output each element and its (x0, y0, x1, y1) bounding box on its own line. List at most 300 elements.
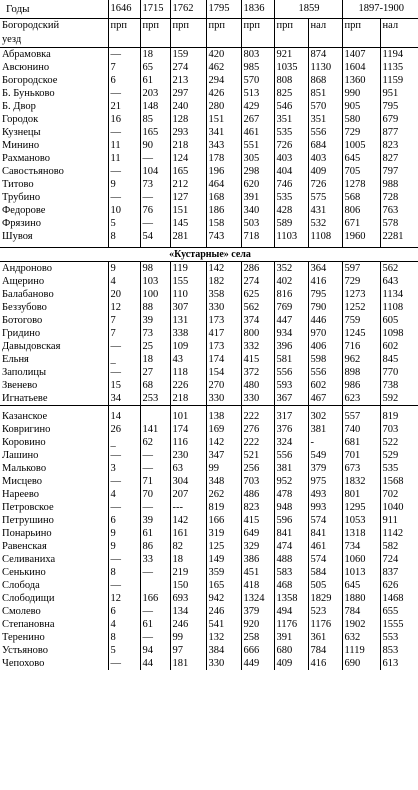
table-cell: 351 (274, 113, 308, 126)
table-cell: 10 (108, 204, 140, 217)
table-cell: --- (170, 501, 206, 514)
village-name: Смолево (2, 606, 41, 617)
table-cell: 4 (108, 488, 140, 501)
year-1762: 1762 (170, 0, 206, 19)
table-cell: - (308, 436, 342, 449)
table-cell: 110 (170, 288, 206, 301)
table-cell: 620 (241, 178, 274, 191)
table-cell: 280 (206, 100, 241, 113)
table-cell: 784 (342, 605, 380, 618)
table-cell: 684 (308, 139, 342, 152)
table-cell: 493 (308, 488, 342, 501)
table-cell: 666 (241, 644, 274, 657)
table-cell: 196 (206, 165, 241, 178)
table-cell: 281 (170, 230, 206, 243)
table-cell: 535 (380, 462, 418, 475)
table-cell: 553 (380, 631, 418, 644)
table-cell: 1324 (241, 592, 274, 605)
table-cell: 131 (170, 314, 206, 327)
table-cell: — (108, 191, 140, 204)
table-cell: 409 (308, 165, 342, 178)
table-cell: 535 (274, 126, 308, 139)
table-row (0, 61, 418, 74)
table-cell: 1060 (342, 553, 380, 566)
table-cell: 703 (241, 475, 274, 488)
table-cell: 467 (308, 392, 342, 406)
table-cell: 853 (380, 644, 418, 657)
table-cell: 12 (108, 592, 140, 605)
table-cell: 581 (274, 353, 308, 366)
village-name: Титово (2, 179, 34, 190)
table-cell: 11 (108, 152, 140, 165)
table-cell: 155 (170, 275, 206, 288)
table-cell: 141 (140, 423, 170, 436)
table-cell: 173 (206, 314, 241, 327)
table-cell: 240 (170, 100, 206, 113)
table-cell: 97 (170, 644, 206, 657)
table-cell: 384 (206, 644, 241, 657)
table-cell: 403 (274, 152, 308, 165)
table-cell: 307 (170, 301, 206, 314)
table-cell: 557 (342, 410, 380, 423)
table-cell: 446 (308, 314, 342, 327)
village-name: Фрязино (2, 218, 42, 229)
table-cell: 68 (140, 379, 170, 392)
table-cell: 173 (206, 340, 241, 353)
table-cell: 230 (170, 449, 206, 462)
table-cell: 985 (241, 61, 274, 74)
table-cell: 1098 (380, 327, 418, 340)
table-row (0, 514, 418, 527)
table-cell: 522 (380, 436, 418, 449)
table-cell: 1035 (274, 61, 308, 74)
table-cell: 165 (170, 165, 206, 178)
table-cell: 415 (241, 353, 274, 366)
table-cell: 267 (241, 113, 274, 126)
table-cell: 819 (206, 501, 241, 514)
table-cell: 920 (241, 618, 274, 631)
table-cell: 293 (170, 126, 206, 139)
table-cell: 145 (170, 217, 206, 230)
table-cell: 703 (380, 423, 418, 436)
table-cell: 246 (206, 605, 241, 618)
table-cell: 418 (241, 579, 274, 592)
table-cell: 1108 (308, 230, 342, 243)
table-cell: 1832 (342, 475, 380, 488)
table-cell: 213 (170, 74, 206, 87)
village-name: Сенькино (2, 567, 46, 578)
table-cell: 570 (241, 74, 274, 87)
table-cell: 98 (140, 262, 170, 276)
village-name: Балабаново (2, 289, 54, 300)
table-row (0, 178, 418, 191)
table-cell: 420 (206, 48, 241, 62)
table-cell: 330 (206, 301, 241, 314)
table-cell: 276 (241, 423, 274, 436)
village-name: Лашино (2, 450, 39, 461)
table-cell: 746 (274, 178, 308, 191)
table-cell: 109 (170, 340, 206, 353)
table-row (0, 423, 418, 436)
table-cell: — (108, 657, 140, 670)
sub-label: нал (308, 19, 342, 34)
table-cell: 415 (241, 514, 274, 527)
village-name: Федорове (2, 205, 46, 216)
table-cell: 5 (108, 644, 140, 657)
table-cell: 154 (206, 366, 241, 379)
table-cell: 763 (380, 204, 418, 217)
table-row (0, 100, 418, 113)
table-cell: 952 (274, 475, 308, 488)
table-cell: 88 (140, 301, 170, 314)
sub-label: прп (140, 19, 170, 34)
section-title-row (0, 248, 418, 262)
table-row (0, 48, 418, 62)
section-title: «Кустарные» села (169, 249, 251, 260)
table-cell: 61 (140, 527, 170, 540)
year-1715: 1715 (140, 0, 170, 19)
village-name: Степановна (2, 619, 55, 630)
table-cell: 841 (308, 527, 342, 540)
table-cell: 409 (274, 657, 308, 670)
table-cell: 1318 (342, 527, 380, 540)
table-cell: 740 (342, 423, 380, 436)
table-cell: 975 (308, 475, 342, 488)
table-cell: 403 (308, 152, 342, 165)
year-1836: 1836 (241, 0, 274, 19)
table-cell: — (140, 217, 170, 230)
village-name: Устьяново (2, 645, 49, 656)
table-cell: 541 (206, 618, 241, 631)
village-name: Слободищи (2, 593, 55, 604)
table-cell: 529 (380, 449, 418, 462)
village-name: Б. Буньково (2, 88, 55, 99)
table-cell: 174 (170, 423, 206, 436)
table-cell: 1295 (342, 501, 380, 514)
table-cell: 103 (140, 275, 170, 288)
table-cell: 645 (342, 579, 380, 592)
table-cell: 1053 (342, 514, 380, 527)
village-name: Андроново (2, 263, 53, 274)
table-cell: 623 (342, 392, 380, 406)
table-cell: 726 (274, 139, 308, 152)
table-cell: 351 (308, 113, 342, 126)
table-row (0, 527, 418, 540)
table-cell: 404 (274, 165, 308, 178)
table-row (0, 87, 418, 100)
table-cell: 396 (274, 340, 308, 353)
table-row (0, 566, 418, 579)
table-row (0, 139, 418, 152)
table-cell: 372 (241, 366, 274, 379)
table-cell: 33 (140, 553, 170, 566)
village-name: Понарьино (2, 528, 52, 539)
table-cell: — (108, 165, 140, 178)
uezd-label-line1: Богородский (2, 20, 60, 31)
table-cell: 118 (170, 366, 206, 379)
table-cell: 988 (380, 178, 418, 191)
years-label: Годы (6, 3, 30, 15)
table-cell: 602 (380, 340, 418, 353)
table-cell: 532 (308, 217, 342, 230)
table-cell: 546 (274, 100, 308, 113)
table-cell: 734 (342, 540, 380, 553)
table-cell: 468 (274, 579, 308, 592)
table-cell: 330 (241, 392, 274, 406)
table-cell: 728 (380, 191, 418, 204)
table-cell: 461 (308, 540, 342, 553)
table-cell: 302 (308, 410, 342, 423)
table-cell: 645 (342, 152, 380, 165)
village-name: Богородское (2, 75, 58, 86)
table-cell: 226 (170, 379, 206, 392)
table-cell: 568 (342, 191, 380, 204)
table-cell: 1130 (308, 61, 342, 74)
table-row (0, 191, 418, 204)
table-cell: 9 (108, 540, 140, 553)
table-cell: 478 (274, 488, 308, 501)
table-cell: 1103 (274, 230, 308, 243)
table-cell: 332 (241, 340, 274, 353)
table-cell: 6 (108, 514, 140, 527)
village-name: Ковригино (2, 424, 51, 435)
table-cell: 100 (140, 288, 170, 301)
table-row (0, 126, 418, 139)
table-cell: 461 (241, 126, 274, 139)
table-cell: 348 (206, 475, 241, 488)
table-cell: 841 (274, 527, 308, 540)
table-cell: 729 (342, 275, 380, 288)
table-cell: 85 (140, 113, 170, 126)
table-cell: 169 (206, 423, 241, 436)
table-cell: 877 (380, 126, 418, 139)
table-cell: 549 (308, 449, 342, 462)
table-cell: 795 (308, 288, 342, 301)
table-row (0, 314, 418, 327)
table-cell: 1555 (380, 618, 418, 631)
table-cell: 643 (380, 275, 418, 288)
sub-label: прп (274, 19, 308, 34)
village-name: Давыдовская (2, 341, 61, 352)
table-cell: 2281 (380, 230, 418, 243)
table-cell: 149 (206, 553, 241, 566)
table-cell: 256 (241, 462, 274, 475)
table-cell: 207 (170, 488, 206, 501)
table-cell: 680 (274, 644, 308, 657)
table-cell: 584 (308, 566, 342, 579)
table-cell: 258 (241, 631, 274, 644)
table-cell: 521 (241, 449, 274, 462)
table-row (0, 301, 418, 314)
table-cell: 1358 (274, 592, 308, 605)
village-name: Петрушино (2, 515, 54, 526)
table-cell: 447 (274, 314, 308, 327)
table-cell: 602 (308, 379, 342, 392)
table-cell: 580 (342, 113, 380, 126)
table-cell: 34 (108, 392, 140, 406)
table-cell: 626 (380, 579, 418, 592)
table-cell: 868 (308, 74, 342, 87)
table-cell (140, 410, 170, 423)
table-row (0, 217, 418, 230)
table-cell: 8 (108, 566, 140, 579)
table-cell: 166 (206, 514, 241, 527)
table-cell: 513 (241, 87, 274, 100)
table-cell: 203 (140, 87, 170, 100)
year-1897-1900: 1897-1900 (342, 0, 418, 19)
table-cell: 816 (274, 288, 308, 301)
table-cell: 297 (170, 87, 206, 100)
table-cell: 1176 (274, 618, 308, 631)
table-cell: — (140, 631, 170, 644)
table-cell: 823 (380, 139, 418, 152)
table-cell: 759 (342, 314, 380, 327)
table-cell: 416 (308, 275, 342, 288)
table-cell: 347 (206, 449, 241, 462)
table-row (0, 392, 418, 406)
table-cell: 391 (274, 631, 308, 644)
table-row (0, 553, 418, 566)
table-cell: 274 (170, 61, 206, 74)
table-cell: 18 (140, 353, 170, 366)
village-name: Абрамовка (2, 49, 51, 60)
table-row (0, 327, 418, 340)
table-cell: 556 (274, 366, 308, 379)
table-cell: 165 (206, 579, 241, 592)
table-cell: 222 (241, 436, 274, 449)
table-cell: 416 (308, 657, 342, 670)
table-row (0, 230, 418, 243)
table-cell: 574 (308, 553, 342, 566)
table-cell: — (140, 152, 170, 165)
year-1795: 1795 (206, 0, 241, 19)
table-cell: 582 (380, 540, 418, 553)
table-cell: 494 (274, 605, 308, 618)
table-cell: 613 (380, 657, 418, 670)
table-cell: 340 (241, 204, 274, 217)
table-cell: 218 (170, 139, 206, 152)
table-cell: 4 (108, 618, 140, 631)
table-cell: 128 (170, 113, 206, 126)
table-cell: 212 (170, 178, 206, 191)
table-cell: 379 (241, 605, 274, 618)
table-cell: 124 (170, 152, 206, 165)
village-name: Слобода (2, 580, 40, 591)
village-name: Мисцево (2, 476, 43, 487)
table-cell: 90 (140, 139, 170, 152)
table-cell: 942 (206, 592, 241, 605)
table-cell: 161 (170, 527, 206, 540)
sub-label: прп (241, 19, 274, 34)
table-cell: 159 (170, 48, 206, 62)
table-cell: 1407 (342, 48, 380, 62)
table-cell: 874 (308, 48, 342, 62)
table-cell: 556 (308, 366, 342, 379)
table-row (0, 449, 418, 462)
table-cell: 142 (170, 514, 206, 527)
table-cell: 570 (308, 100, 342, 113)
table-cell: 3 (108, 462, 140, 475)
table-cell: — (108, 48, 140, 62)
table-cell: 168 (206, 191, 241, 204)
table-cell: 25 (140, 340, 170, 353)
table-cell: — (108, 340, 140, 353)
table-row (0, 618, 418, 631)
table-cell: — (108, 579, 140, 592)
table-cell: 474 (274, 540, 308, 553)
table-cell: 825 (274, 87, 308, 100)
table-cell: 597 (342, 262, 380, 276)
table-cell: 376 (274, 423, 308, 436)
table-cell: 673 (342, 462, 380, 475)
table-cell: 738 (380, 379, 418, 392)
table-cell: 104 (140, 165, 170, 178)
table-cell: 801 (342, 488, 380, 501)
table-cell: 951 (380, 87, 418, 100)
table-row (0, 605, 418, 618)
table-cell: 219 (170, 566, 206, 579)
table-cell: 286 (241, 262, 274, 276)
table-row (0, 644, 418, 657)
table-cell: 246 (170, 618, 206, 631)
table-cell: 1604 (342, 61, 380, 74)
village-name: Казанское (2, 411, 48, 422)
table-cell: 593 (274, 379, 308, 392)
table-cell: 151 (170, 204, 206, 217)
table-cell: 823 (241, 501, 274, 514)
table-cell: 142 (206, 436, 241, 449)
table-cell: 62 (140, 436, 170, 449)
table-cell: 921 (274, 48, 308, 62)
table-cell: 1134 (380, 288, 418, 301)
table-cell: 462 (206, 61, 241, 74)
table-cell: 274 (241, 275, 274, 288)
table-cell: 1568 (380, 475, 418, 488)
table-cell: 8 (108, 230, 140, 243)
table-cell: 9 (108, 178, 140, 191)
table-cell: 827 (380, 152, 418, 165)
table-cell: 718 (241, 230, 274, 243)
table-cell (140, 579, 170, 592)
table-cell: 1119 (342, 644, 380, 657)
village-name: Игнатьеве (2, 393, 48, 404)
table-cell: 174 (206, 353, 241, 366)
table-cell: 182 (206, 275, 241, 288)
village-name: Селиваниха (2, 554, 56, 565)
table-cell: 934 (274, 327, 308, 340)
table-cell: 358 (206, 288, 241, 301)
table-cell: 270 (206, 379, 241, 392)
table-cell: 148 (140, 100, 170, 113)
village-name: Городок (2, 114, 39, 125)
table-cell: 18 (170, 553, 206, 566)
table-cell: 7 (108, 327, 140, 340)
table-cell: 329 (241, 540, 274, 553)
table-cell: 845 (380, 353, 418, 366)
village-name: Ельня (2, 354, 29, 365)
table-cell: — (108, 553, 140, 566)
table-row (0, 340, 418, 353)
table-cell: 16 (108, 113, 140, 126)
village-name: Беззубово (2, 302, 47, 313)
table-row (0, 540, 418, 553)
year-1859: 1859 (274, 0, 342, 19)
year-1646: 1646 (108, 0, 140, 19)
table-cell: 851 (308, 87, 342, 100)
table-cell: 990 (342, 87, 380, 100)
table-cell: 21 (108, 100, 140, 113)
table-cell: 632 (342, 631, 380, 644)
